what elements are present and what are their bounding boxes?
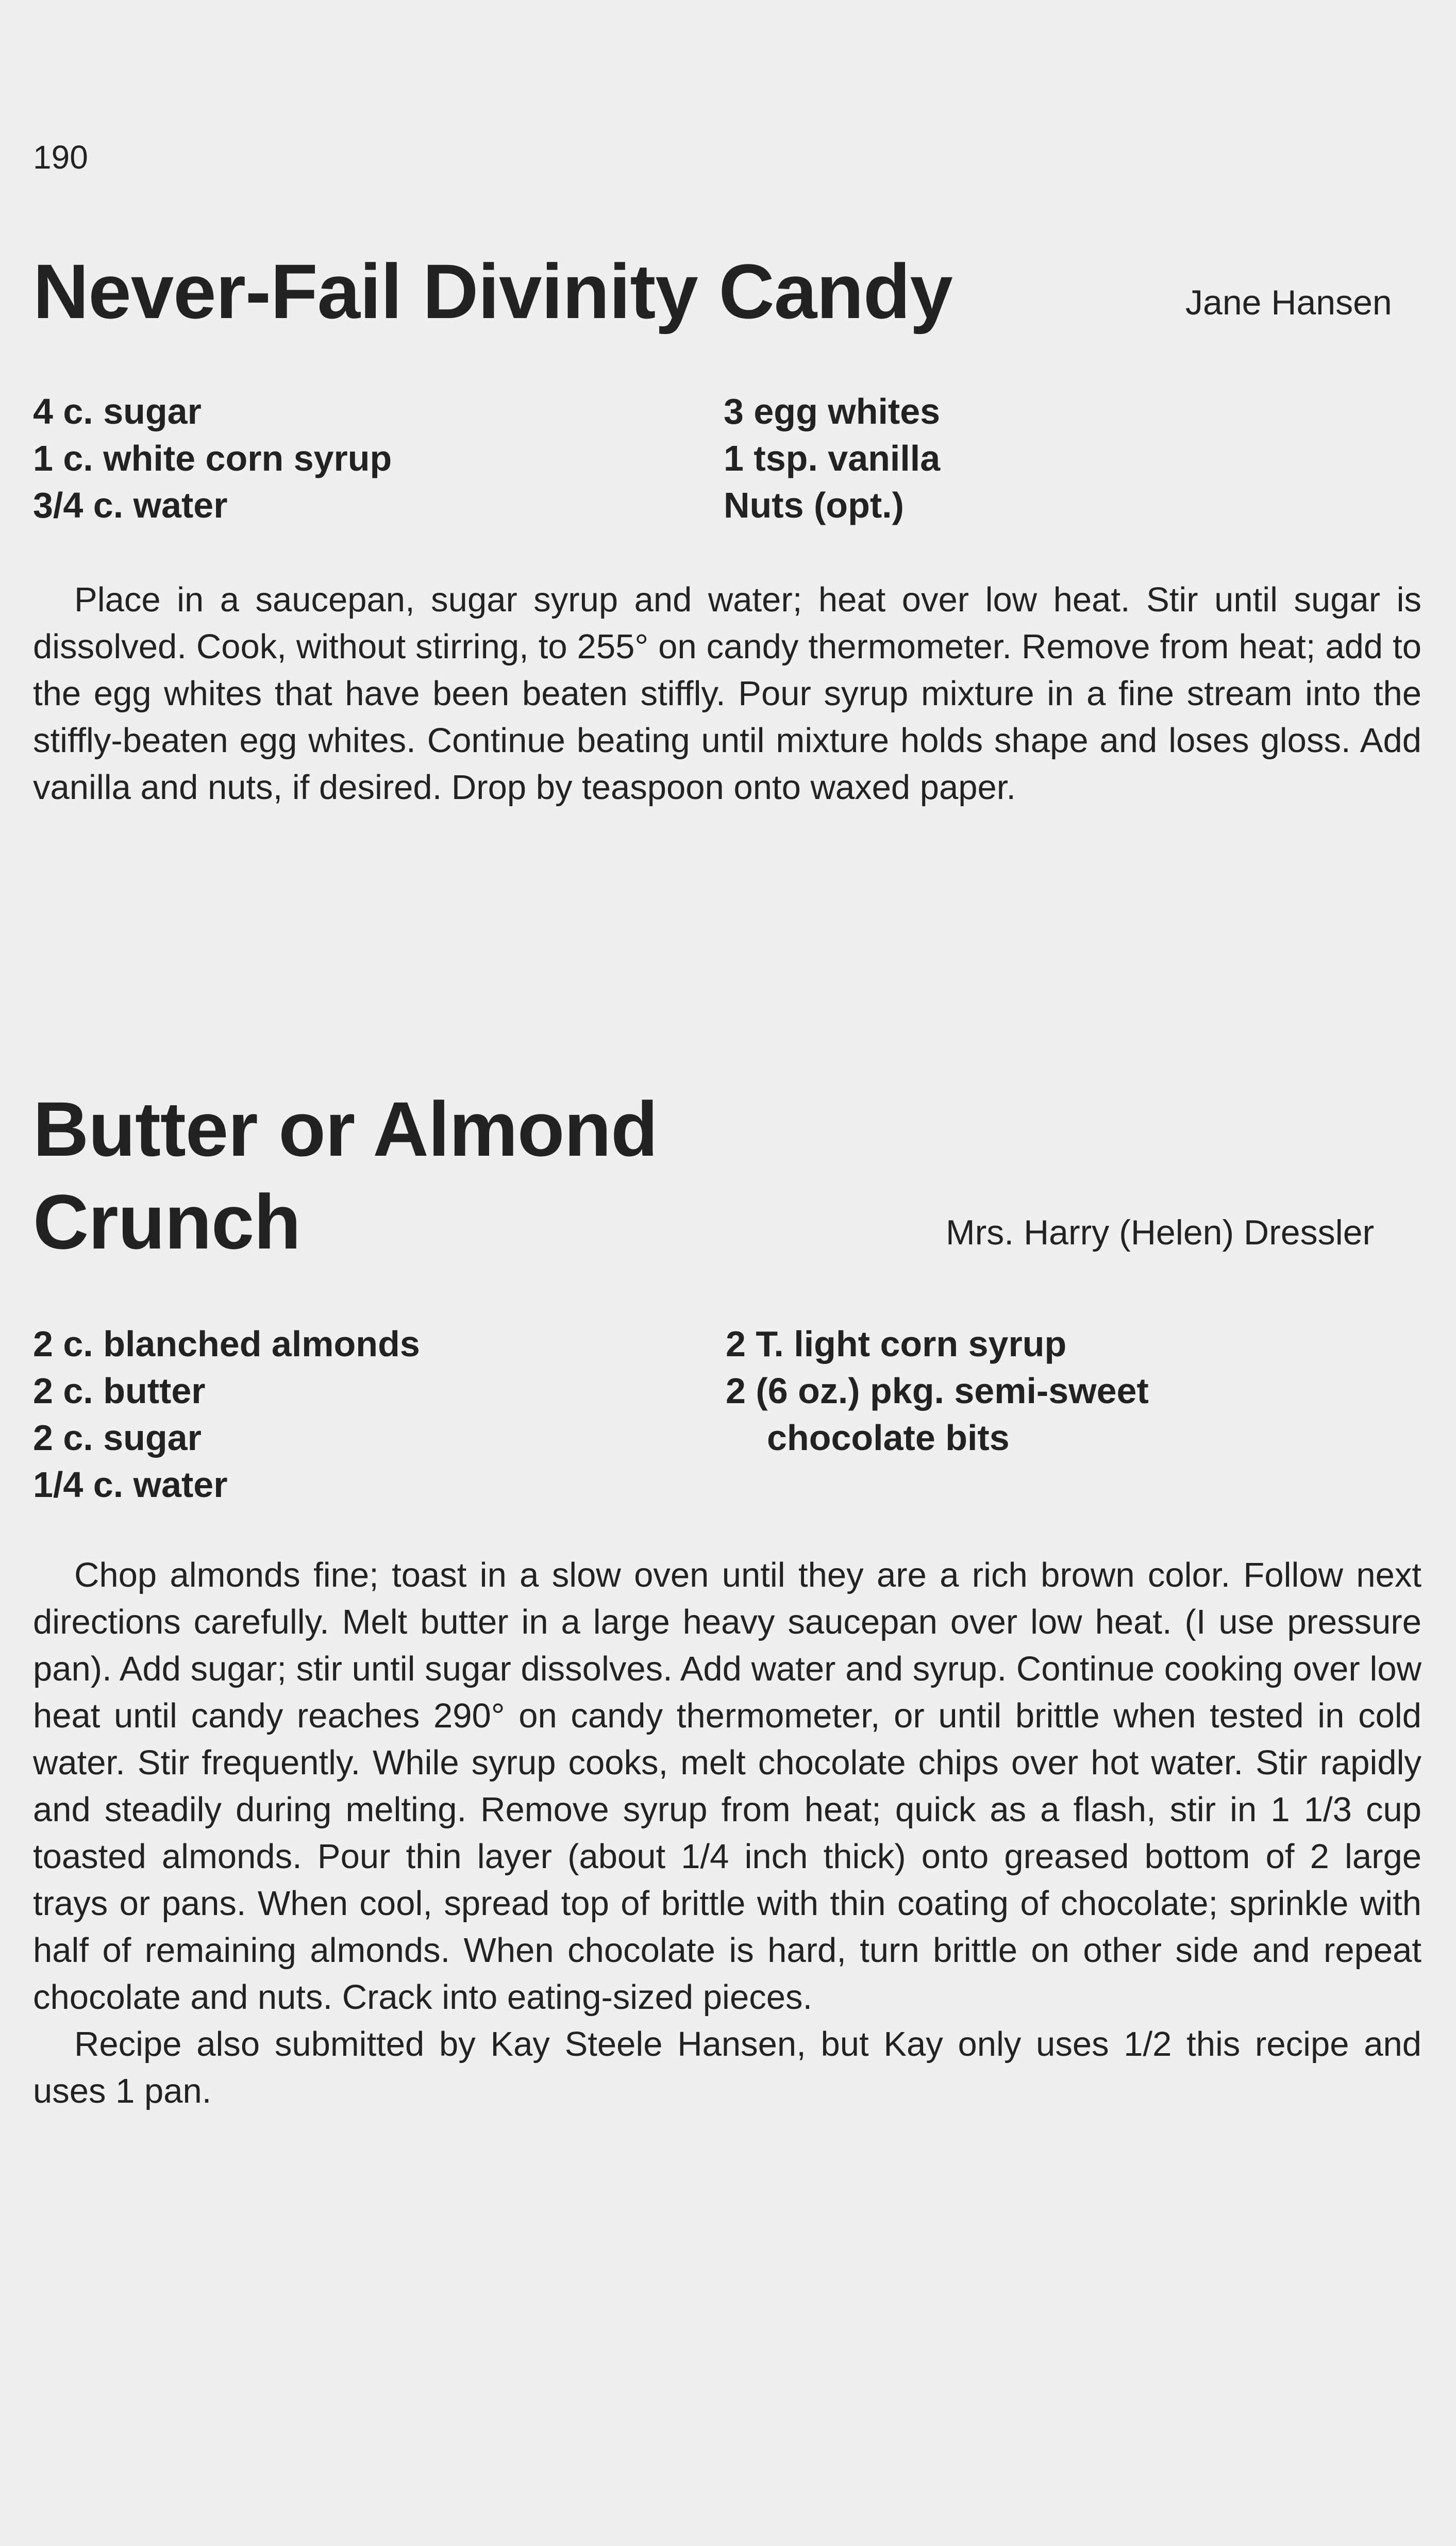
ingredient-item: 1 tsp. vanilla (724, 438, 941, 478)
ingredients-column-right (722, 1321, 1414, 1508)
ingredient-item: 3 egg whites (724, 391, 941, 431)
directions-paragraph: Place in a saucepan, sugar syrup and water; heat over low heat. Stir until sugar is dissolved. Cook, without stirring, to 255° on candy thermometer. Remove from heat; add to the egg whites that have been beaten stiffly. Pour syrup mixture in a fine stream into the stiffly-beaten egg whites. Continue beating until mixture holds shape and loses gloss. Add vanilla and nuts, if desired. Drop by teaspoon onto waxed paper. (33, 580, 1421, 807)
ingredient-item: 3/4 c. water (33, 485, 228, 525)
recipe-directions (33, 576, 1421, 811)
recipe-title-line: Butter or Almond (33, 1086, 658, 1172)
ingredient-item: 2 c. blanched almonds (33, 1324, 420, 1364)
recipe-title: Never-Fail Divinity Candy (33, 248, 952, 335)
directions-note: Recipe also submitted by Kay Steele Hansen, but Kay only uses 1/2 this recipe and uses 1 pan. (33, 2025, 1421, 2110)
recipe-author: Jane Hansen (1185, 283, 1392, 322)
ingredient-item: 2 c. butter (33, 1371, 206, 1411)
ingredient-item: 2 T. light corn syrup (726, 1324, 1067, 1364)
ingredients-column-right (724, 388, 1414, 529)
ingredients-column-left (33, 1321, 722, 1508)
ingredient-item: 4 c. sugar (33, 391, 202, 431)
ingredients-column-left (33, 388, 724, 529)
ingredient-item: Nuts (opt.) (724, 485, 904, 525)
ingredient-item: chocolate bits (767, 1418, 1010, 1458)
ingredient-item: 1 c. white corn syrup (33, 438, 392, 478)
ingredients-list (33, 388, 1414, 529)
ingredient-item: 2 c. sugar (33, 1418, 202, 1458)
recipe-directions (33, 1552, 1421, 2115)
ingredient-item: 2 (6 oz.) pkg. semi-sweet (726, 1371, 1149, 1411)
directions-paragraph: Chop almonds fine; toast in a slow oven until they are a rich brown color. Follow next directions carefully. Melt butter in a large heavy saucepan over low heat. (I use pressure pan). Add sugar; stir until sugar dissolves. Add water and syrup. Continue cooking over low heat until candy reaches 290° on candy thermometer, or until brittle when tested in cold water. Stir frequently. While syrup cooks, melt chocolate chips over hot water. Stir rapidly and steadily during melting. Remove syrup from heat; quick as a flash, stir in 1 1/3 cup toasted almonds. Pour thin layer (about 1/4 inch thick) onto greased bottom of 2 large trays or pans. When cool, spread top of brittle with thin coating of chocolate; sprinkle with half of remaining almonds. When chocolate is hard, turn brittle on other side and repeat chocolate and nuts. Crack into eating-sized pieces. (33, 1556, 1421, 2017)
recipe-author: Mrs. Harry (Helen) Dressler (946, 1213, 1375, 1252)
ingredient-item: 1/4 c. water (33, 1465, 228, 1505)
recipe-title (33, 1083, 658, 1268)
page-number: 190 (33, 139, 88, 176)
ingredients-list (33, 1321, 1414, 1508)
recipe-title-line: Crunch (33, 1178, 300, 1265)
